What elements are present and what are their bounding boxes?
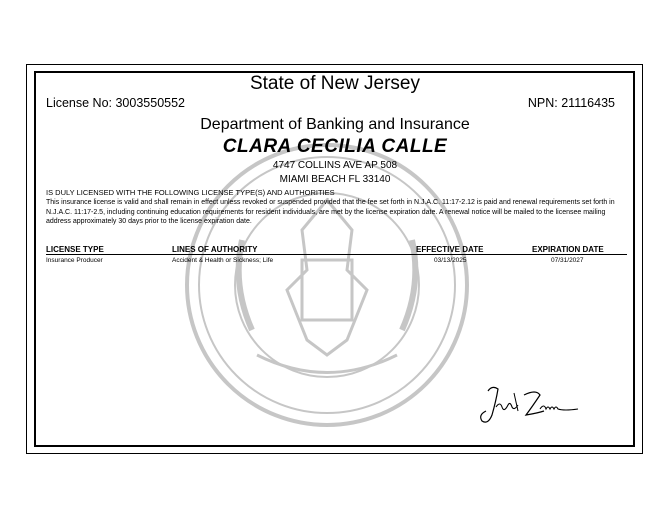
address-line-1: 4747 COLLINS AVE AP 508 bbox=[272, 160, 398, 171]
header-expiration-date: EXPIRATION DATE bbox=[532, 245, 604, 254]
row-effective-date: 03/13/2025 bbox=[434, 257, 467, 264]
license-number: License No: 3003550552 bbox=[46, 96, 186, 110]
state-title: State of New Jersey bbox=[249, 73, 421, 94]
licensee-name: CLARA CECILIA CALLE bbox=[222, 136, 448, 157]
npn-number: NPN: 21116435 bbox=[527, 96, 615, 110]
authority-statement: IS DULY LICENSED WITH THE FOLLOWING LICENSE TYPE(S) AND AUTHORITIES bbox=[46, 188, 335, 197]
table-header-rule bbox=[46, 254, 627, 255]
validity-paragraph: This insurance license is valid and shall remain in effect unless revoked or suspended provided that the fee set forth in N.J.A.C. 11:17-2.12 is paid and renewal requirements set forth in N.J.A.C. 11:17-2.5, including continuing education requirements for resident individuals, are met by the license expiration date. A renewal notice will be mailed to the licensee mailing address approximately 30 days prior to the license expiration date. bbox=[46, 199, 615, 225]
address-line-2: MIAMI BEACH FL 33140 bbox=[279, 174, 391, 185]
header-lines-of-authority: LINES OF AUTHORITY bbox=[172, 245, 258, 254]
row-lines-of-authority: Accident & Health or Sickness; Life bbox=[172, 257, 274, 264]
header-effective-date: EFFECTIVE DATE bbox=[416, 245, 484, 254]
commissioner-signature bbox=[474, 381, 584, 433]
header-license-type: LICENSE TYPE bbox=[46, 245, 104, 254]
department-title: Department of Banking and Insurance bbox=[200, 116, 470, 133]
row-expiration-date: 07/31/2027 bbox=[551, 257, 584, 264]
row-license-type: Insurance Producer bbox=[46, 257, 103, 264]
